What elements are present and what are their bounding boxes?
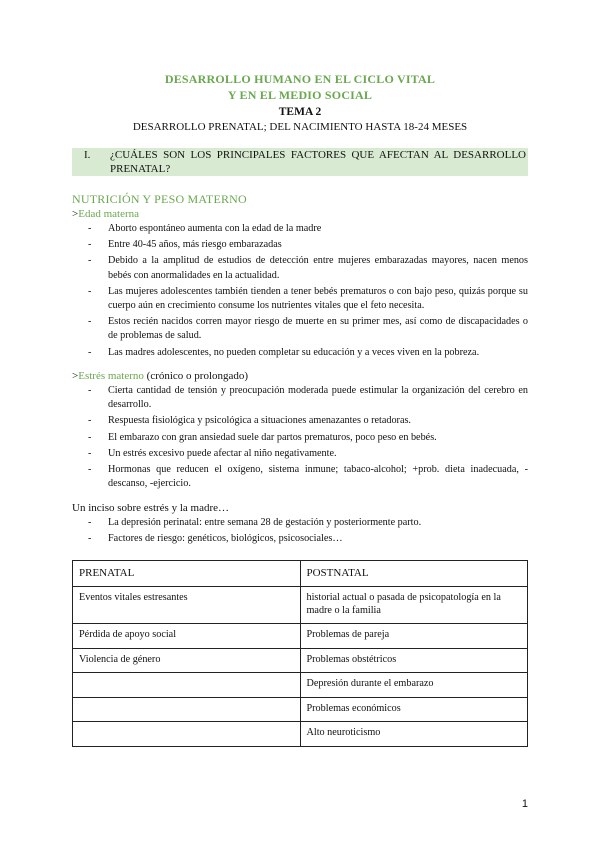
table-cell: Problemas económicos	[300, 697, 528, 722]
table-cell	[73, 697, 301, 722]
table-header-prenatal: PRENATAL	[73, 561, 301, 587]
table-cell	[73, 673, 301, 698]
table-cell: Pérdida de apoyo social	[73, 624, 301, 649]
list-item: - Hormonas que reducen el oxígeno, sistema inmune; tabaco-alcohol; +prob. dieta inadecuada, -descanso, -ejercicio.	[88, 463, 528, 491]
table-cell: Alto neuroticismo	[300, 722, 528, 747]
question-text: ¿CUÁLES SON LOS PRINCIPALES FACTORES QUE AFECTAN AL DESARROLLO PRENATAL?	[110, 149, 526, 175]
inciso-intro: Un inciso sobre estrés y la madre…	[72, 502, 230, 514]
estres-materno-label	[72, 370, 248, 382]
tema-label: TEMA 2	[278, 106, 322, 118]
list-item: - Cierta cantidad de tensión y preocupación moderada puede estimular la organización del cerebro en desarrollo.	[88, 384, 528, 412]
estres-materno-list	[88, 384, 528, 493]
list-item: - Factores de riesgo: genéticos, biológicos, psicosociales…	[88, 532, 528, 546]
table-cell: Eventos vitales estresantes	[73, 587, 301, 624]
table-row	[73, 673, 528, 698]
table-row	[73, 587, 528, 624]
edad-materna-label	[72, 208, 139, 220]
list-item: - Aborto espontáneo aumenta con la edad de la madre	[88, 222, 528, 236]
list-item: - Respuesta fisiológica y psicológica a situaciones amenazantes o retadoras.	[88, 414, 528, 428]
document-subtitle: DESARROLLO PRENATAL; DEL NACIMIENTO HASTA 18-24 MESES	[132, 121, 468, 133]
edad-prefix: >	[72, 208, 79, 220]
page-number: 1	[521, 798, 528, 810]
table-row	[73, 697, 528, 722]
section-heading: NUTRICIÓN Y PESO MATERNO	[72, 192, 247, 206]
question-number: I.	[84, 149, 91, 161]
estres-label-suffix: (crónico o prolongado)	[143, 370, 249, 382]
edad-materna-list	[88, 222, 528, 362]
table-header-postnatal: POSTNATAL	[300, 561, 528, 587]
edad-label-text: Edad materna	[78, 208, 139, 220]
inciso-list	[88, 516, 528, 548]
list-item: - La depresión perinatal: entre semana 28 de gestación y posteriormente parto.	[88, 516, 528, 530]
list-item: - El embarazo con gran ansiedad suele dar partos prematuros, poco peso en bebés.	[88, 431, 528, 445]
document-title-line-2: Y EN EL MEDIO SOCIAL	[227, 88, 373, 102]
document-title-line-1: DESARROLLO HUMANO EN EL CICLO VITAL	[164, 72, 436, 86]
list-item: - Entre 40-45 años, más riesgo embarazadas	[88, 238, 528, 252]
table-cell	[73, 722, 301, 747]
list-item: - Las mujeres adolescentes también tienden a tener bebés prematuros o con bajo peso, quizás porque su cuerpo aún en crecimiento consume los nutrientes vitales que el feto necesita.	[88, 285, 528, 313]
table-row	[73, 648, 528, 673]
table-header-row	[73, 561, 528, 587]
list-item: - Estos recién nacidos corren mayor riesgo de muerte en su primer mes, así como de discapacidades o de problemas de salud.	[88, 315, 528, 343]
table-cell: Problemas obstétricos	[300, 648, 528, 673]
list-item: - Debido a la amplitud de estudios de detección entre mujeres embarazadas mayores, nacen menos bebés con anormalidades en la actualidad.	[88, 254, 528, 282]
estres-label-text: Estrés materno	[78, 370, 144, 382]
estres-prefix: >	[72, 370, 79, 382]
question-banner	[72, 148, 528, 176]
table-cell: Problemas de pareja	[300, 624, 528, 649]
risk-factors-table	[72, 560, 528, 747]
table-row	[73, 722, 528, 747]
table-row	[73, 624, 528, 649]
table-cell: Violencia de género	[73, 648, 301, 673]
table-cell: Depresión durante el embarazo	[300, 673, 528, 698]
list-item: - Un estrés excesivo puede afectar al niño negativamente.	[88, 447, 528, 461]
list-item: - Las madres adolescentes, no pueden completar su educación y a veces viven en la pobreza.	[88, 346, 528, 360]
table-cell: historial actual o pasada de psicopatología en la madre o la familia	[300, 587, 528, 624]
